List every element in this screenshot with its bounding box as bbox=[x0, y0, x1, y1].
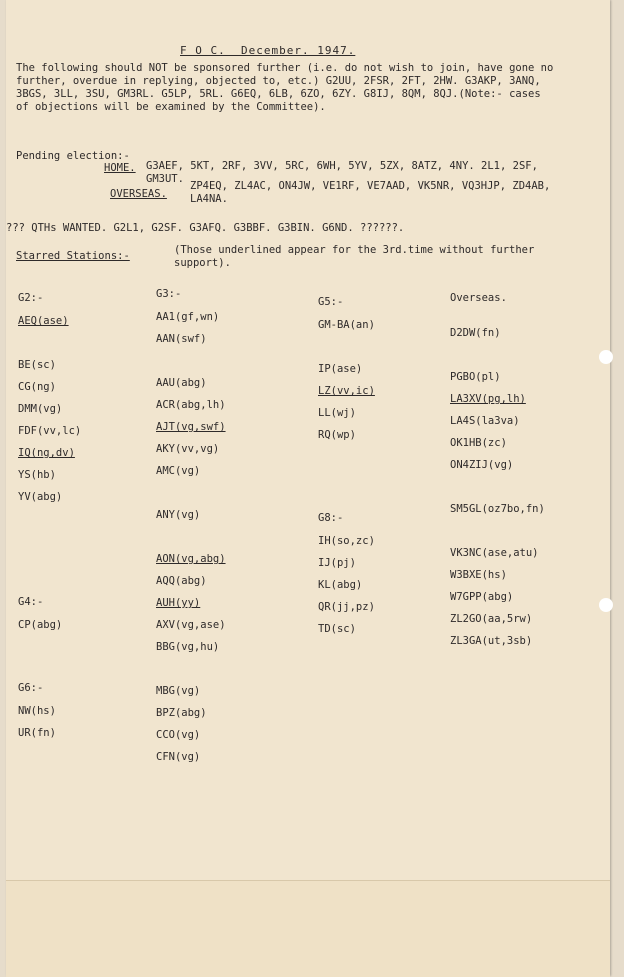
list-item: AJT(vg,swf) bbox=[156, 421, 226, 434]
starred-label: Starred Stations:- bbox=[16, 250, 130, 262]
g3-header: G3:- bbox=[156, 288, 182, 300]
home-label: HOME. bbox=[104, 162, 136, 174]
overseas-header: Overseas. bbox=[450, 292, 507, 304]
list-item: BE(sc) bbox=[18, 359, 56, 372]
page-title: F O C. December. 1947. bbox=[180, 44, 356, 57]
list-item: BBG(vg,hu) bbox=[156, 641, 220, 654]
overseas-list: ZP4EQ, ZL4AC, ON4JW, VE1RF, VE7AAD, VK5NR, VQ3HJP, ZD4AB, LA4NA. bbox=[190, 180, 551, 206]
column-g4 bbox=[18, 596, 62, 641]
list-item: LL(wj) bbox=[318, 407, 356, 420]
list-item: IQ(ng,dv) bbox=[18, 447, 75, 460]
list-item: ZL2GO(aa,5rw) bbox=[450, 613, 533, 626]
list-item: PGBO(pl) bbox=[450, 371, 501, 384]
paper-fold bbox=[6, 880, 610, 977]
list-item: ON4ZIJ(vg) bbox=[450, 459, 514, 472]
intro-paragraph: The following should NOT be sponsored further (i.e. do not wish to join, have gone no further, overdue in replying, objected to, etc.) G2UU, 2FSR, 2FT, 2HW. G3AKP, 3ANQ, 3BGS, 3LL, 3SU, GM3RL. G5LP, 5RL. G6EQ, 6LB, 6ZO, 6ZY. G8IJ, 8QM, 8QJ.(Note:- cases of objections will be examined by the Committee). bbox=[16, 62, 554, 114]
column-g3 bbox=[156, 288, 226, 773]
list-item: AA1(gf,wn) bbox=[156, 311, 220, 324]
list-item: CFN(vg) bbox=[156, 751, 201, 764]
qth-wanted: ??? QTHs WANTED. G2L1, G2SF. G3AFQ. G3BBF. G3BIN. G6ND. ??????. bbox=[6, 222, 405, 234]
list-item: AAN(swf) bbox=[156, 333, 207, 346]
g6-header: G6:- bbox=[18, 682, 44, 694]
column-g5 bbox=[318, 296, 375, 451]
list-item: DMM(vg) bbox=[18, 403, 63, 416]
list-item: IH(so,zc) bbox=[318, 535, 375, 548]
list-item: AON(vg,abg) bbox=[156, 553, 226, 566]
list-item: FDF(vv,lc) bbox=[18, 425, 82, 438]
list-item: SM5GL(oz7bo,fn) bbox=[450, 503, 545, 516]
list-item: NW(hs) bbox=[18, 705, 56, 718]
list-item: UR(fn) bbox=[18, 727, 56, 740]
punch-hole bbox=[599, 598, 613, 612]
list-item: CP(abg) bbox=[18, 619, 63, 632]
list-item: VK3NC(ase,atu) bbox=[450, 547, 539, 560]
document-page bbox=[6, 0, 610, 976]
list-item: BPZ(abg) bbox=[156, 707, 207, 720]
list-item: TD(sc) bbox=[318, 623, 356, 636]
list-item: W7GPP(abg) bbox=[450, 591, 514, 604]
g4-header: G4:- bbox=[18, 596, 44, 608]
g2-header: G2:- bbox=[18, 292, 44, 304]
column-g2 bbox=[18, 292, 81, 513]
punch-hole bbox=[599, 350, 613, 364]
starred-note: (Those underlined appear for the 3rd.time without further support). bbox=[174, 244, 535, 270]
list-item: IP(ase) bbox=[318, 363, 363, 376]
column-g8 bbox=[318, 512, 375, 645]
list-item: AXV(vg,ase) bbox=[156, 619, 226, 632]
list-item: KL(abg) bbox=[318, 579, 363, 592]
g5-header: G5:- bbox=[318, 296, 344, 308]
pending-label: Pending election:- bbox=[16, 150, 130, 162]
list-item: ACR(abg,lh) bbox=[156, 399, 226, 412]
overseas-label: OVERSEAS. bbox=[110, 188, 167, 200]
list-item: GM-BA(an) bbox=[318, 319, 375, 332]
list-item: RQ(wp) bbox=[318, 429, 356, 442]
list-item: QR(jj,pz) bbox=[318, 601, 375, 614]
list-item: OK1HB(zc) bbox=[450, 437, 507, 450]
list-item: ANY(vg) bbox=[156, 509, 201, 522]
list-item: LA3XV(pg,lh) bbox=[450, 393, 526, 406]
list-item: AMC(vg) bbox=[156, 465, 201, 478]
list-item: YV(abg) bbox=[18, 491, 63, 504]
list-item: AEQ(ase) bbox=[18, 315, 69, 328]
list-item: CCO(vg) bbox=[156, 729, 201, 742]
list-item: D2DW(fn) bbox=[450, 327, 501, 340]
list-item: ZL3GA(ut,3sb) bbox=[450, 635, 533, 648]
column-overseas bbox=[450, 292, 545, 657]
list-item: MBG(vg) bbox=[156, 685, 201, 698]
list-item: LZ(vv,ic) bbox=[318, 385, 375, 398]
home-list: G3AEF, 5KT, 2RF, 3VV, 5RC, 6WH, 5YV, 5ZX, 8ATZ, 4NY. 2L1, 2SF, GM3UT. bbox=[146, 160, 538, 186]
list-item: AUH(yy) bbox=[156, 597, 201, 610]
list-item: AQQ(abg) bbox=[156, 575, 207, 588]
list-item: IJ(pj) bbox=[318, 557, 356, 570]
list-item: CG(ng) bbox=[18, 381, 56, 394]
list-item: AAU(abg) bbox=[156, 377, 207, 390]
list-item: LA4S(la3va) bbox=[450, 415, 520, 428]
list-item: YS(hb) bbox=[18, 469, 56, 482]
g8-header: G8:- bbox=[318, 512, 344, 524]
list-item: AKY(vv,vg) bbox=[156, 443, 220, 456]
list-item: W3BXE(hs) bbox=[450, 569, 507, 582]
column-g6 bbox=[18, 682, 56, 749]
